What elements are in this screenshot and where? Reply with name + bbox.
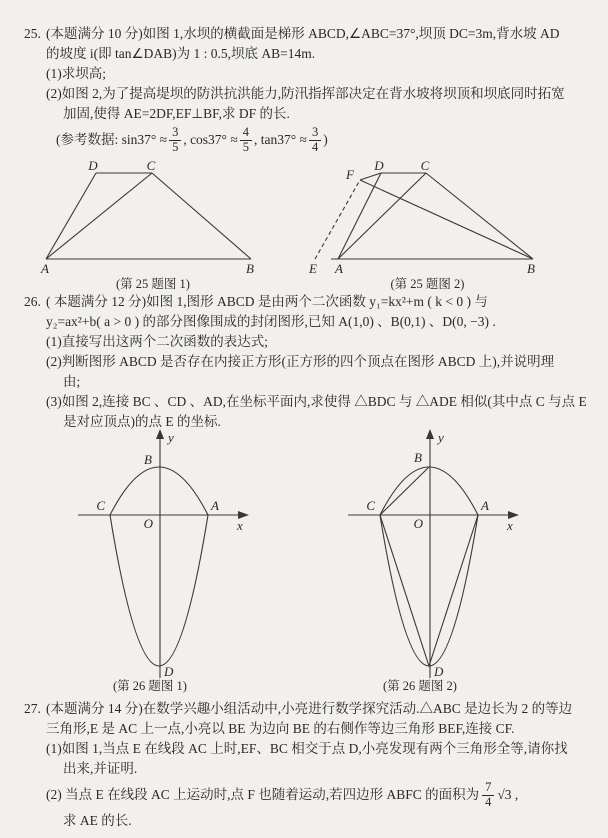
figure-26-2-caption: (第 26 题图 2) bbox=[383, 679, 457, 693]
fraction-numerator: 4 bbox=[240, 126, 252, 141]
vertex-label-F: F bbox=[346, 167, 354, 182]
axis-label-x: x bbox=[237, 518, 243, 533]
trapezoid-outline bbox=[46, 173, 251, 259]
p25-text-2: 的坡度 i(即 tan∠DAB)为 1 : 0.5,坝底 AB=14m. bbox=[46, 46, 316, 61]
vertex-label-C: C bbox=[146, 158, 156, 173]
vertex-label-D: D bbox=[374, 158, 384, 173]
upper-parabola bbox=[110, 467, 208, 515]
parabola-diagram-1 bbox=[40, 426, 260, 678]
p25-item2-text-1: (2)如图 2,为了提高堤坝的防洪抗洪能力,防汛指挥部决定在背水坡将坝顶和坝底同时拓宽 bbox=[46, 86, 565, 101]
problem-25 bbox=[0, 24, 608, 156]
figure-26-1-caption: (第 26 题图 1) bbox=[113, 679, 187, 693]
segment-FB bbox=[360, 180, 533, 259]
fraction-tan37 bbox=[309, 126, 321, 154]
p26-item1-text: (1)直接写出这两个二次函数的表达式; bbox=[46, 334, 268, 349]
p25-reference-data bbox=[0, 124, 608, 156]
fraction-numerator: 3 bbox=[169, 126, 181, 141]
p25-number: 25. bbox=[24, 26, 41, 41]
diagonal-AC bbox=[46, 173, 152, 259]
p27-item-1-line-2 bbox=[0, 759, 608, 779]
p26-number: 26. bbox=[24, 294, 41, 309]
p26-item3-text-1: (3)如图 2,连接 BC 、CD 、AD,在坐标平面内,求使得 △BDC 与 △ADE 相似(其中点 C 与点 E bbox=[46, 394, 587, 409]
p25-line-1 bbox=[0, 24, 608, 44]
axis-label-x: x bbox=[507, 518, 513, 533]
p27-item2-text-2: 求 AE 的长. bbox=[63, 813, 132, 828]
y-axis-arrow bbox=[156, 429, 164, 439]
trapezoid-diagram-2 bbox=[305, 160, 550, 276]
vertex-label-D: D bbox=[434, 664, 444, 679]
figure-26-1 bbox=[40, 426, 260, 694]
origin-label-O: O bbox=[413, 516, 423, 531]
vertex-label-A: A bbox=[335, 261, 343, 276]
p27-item2-text-1: (2) 当点 E 在线段 AC 上运动时,点 F 也随着运动,若四边形 ABFC 的面积为 bbox=[46, 787, 480, 802]
vertex-label-D: D bbox=[88, 158, 98, 173]
parabola-curves bbox=[380, 467, 478, 666]
p27-item-1-line-1 bbox=[0, 739, 608, 759]
p27-sqrt3: √3 , bbox=[497, 787, 519, 802]
ref-mid-1: , cos37° ≈ bbox=[183, 132, 238, 147]
p26-item-2-line-1 bbox=[0, 352, 608, 372]
vertex-label-C: C bbox=[96, 498, 105, 513]
p26-item-3-line-1 bbox=[0, 392, 608, 412]
trapezoid-diagram-1 bbox=[38, 160, 268, 276]
p27-item-2-line-1 bbox=[0, 779, 608, 811]
vertex-label-A: A bbox=[481, 498, 489, 513]
p26-text-2: y₂=ax²+b( a > 0 ) 的部分图像围成的封闭图形,已知 A(1,0) 、B(0,1) 、D(0, −3) . bbox=[46, 314, 496, 329]
fraction-sin37 bbox=[169, 126, 181, 154]
p27-item-2-line-2 bbox=[0, 811, 608, 831]
fraction-numerator: 3 bbox=[309, 126, 321, 141]
p27-number: 27. bbox=[24, 701, 41, 716]
vertex-label-A: A bbox=[41, 261, 49, 276]
p27-text-2: 三角形,E 是 AC 上一点,小亮以 BE 为边向 BE 的右侧作等边三角形 BEF,连接 CF. bbox=[46, 721, 515, 736]
p26-item2-text-1: (2)判断图形 ABCD 是否存在内接正方形(正方形的四个顶点在图形 ABCD 上),并说明理 bbox=[46, 354, 555, 369]
origin-label-O: O bbox=[143, 516, 153, 531]
figure-25-2 bbox=[305, 160, 550, 292]
p26-line-1 bbox=[0, 292, 608, 312]
parabola-diagram-2 bbox=[310, 426, 530, 678]
vertex-label-C: C bbox=[420, 158, 430, 173]
p27-text-1: (本题满分 14 分)在数学兴趣小组活动中,小亮进行数学探究活动.△ABC 是边长为 2 的等边 bbox=[46, 701, 573, 716]
p25-item-2-line-1 bbox=[0, 84, 608, 104]
p26-item3-text-2: 是对应顶点)的点 E 的坐标. bbox=[63, 414, 221, 429]
vertex-label-C: C bbox=[366, 498, 375, 513]
figure-26-2 bbox=[310, 426, 530, 694]
vertex-label-E: E bbox=[309, 261, 317, 276]
diagonal-AC bbox=[338, 173, 426, 259]
vertex-label-B: B bbox=[414, 450, 422, 465]
p25-item2-text-2: 加固,使得 AE=2DF,EF⊥BF,求 DF 的长. bbox=[63, 106, 290, 121]
figure-25-1-caption: (第 25 题图 1) bbox=[116, 277, 190, 291]
trapezoid-outline bbox=[315, 173, 533, 259]
p25-line-2 bbox=[0, 44, 608, 64]
fraction-numerator: 7 bbox=[482, 781, 494, 796]
p25-item-1 bbox=[0, 64, 608, 84]
ref-prefix: (参考数据: sin37° ≈ bbox=[56, 132, 168, 147]
axis-label-y: y bbox=[438, 430, 444, 445]
vertex-label-B: B bbox=[527, 261, 535, 276]
p25-item1-text: (1)求坝高; bbox=[46, 66, 106, 81]
p26-text-1: ( 本题满分 12 分)如图 1,图形 ABCD 是由两个二次函数 y₁=kx²+m ( k < 0 ) 与 bbox=[46, 294, 488, 309]
ref-suffix: ) bbox=[323, 132, 328, 147]
fraction-area bbox=[482, 781, 494, 809]
axis-label-y: y bbox=[168, 430, 174, 445]
parabola-curves bbox=[110, 467, 208, 666]
ref-mid-2: , tan37° ≈ bbox=[254, 132, 307, 147]
vertex-label-B: B bbox=[246, 261, 254, 276]
p27-item1-text-1: (1)如图 1,当点 E 在线段 AC 上时,EF、BC 相交于点 D,小亮发现有两个三角形全等,请你找 bbox=[46, 741, 568, 756]
figure-25-2-caption: (第 25 题图 2) bbox=[390, 277, 465, 291]
p26-line-2 bbox=[0, 312, 608, 332]
p25-item-2-line-2 bbox=[0, 104, 608, 124]
y-axis-arrow bbox=[426, 429, 434, 439]
problem-26 bbox=[0, 292, 608, 432]
fraction-cos37 bbox=[240, 126, 252, 154]
fraction-denominator: 5 bbox=[242, 139, 249, 154]
dashed-slope-EF bbox=[315, 180, 360, 259]
fraction-denominator: 4 bbox=[485, 794, 492, 809]
lower-parabola bbox=[110, 515, 208, 666]
coordinate-axes bbox=[348, 429, 519, 678]
fraction-denominator: 5 bbox=[172, 139, 179, 154]
p27-item1-text-2: 出来,并证明. bbox=[63, 761, 138, 776]
vertex-label-A: A bbox=[211, 498, 219, 513]
p25-text-1: (本题满分 10 分)如图 1,水坝的横截面是梯形 ABCD,∠ABC=37°,坝顶 DC=3m,背水坡 AD bbox=[46, 26, 560, 41]
p26-item-2-line-2 bbox=[0, 372, 608, 392]
fraction-denominator: 4 bbox=[311, 139, 319, 154]
lower-parabola bbox=[380, 515, 478, 666]
chords-BC-CD-DA bbox=[380, 467, 478, 666]
coordinate-axes bbox=[78, 429, 249, 678]
p27-line-2 bbox=[0, 719, 608, 739]
vertex-label-D: D bbox=[164, 664, 174, 679]
p27-line-1 bbox=[0, 699, 608, 719]
p26-item-1 bbox=[0, 332, 608, 352]
problem-27 bbox=[0, 699, 608, 831]
figure-25-1 bbox=[38, 160, 268, 292]
upper-parabola bbox=[380, 467, 478, 515]
p26-item2-text-2: 由; bbox=[63, 374, 81, 389]
vertex-label-B: B bbox=[144, 452, 152, 467]
